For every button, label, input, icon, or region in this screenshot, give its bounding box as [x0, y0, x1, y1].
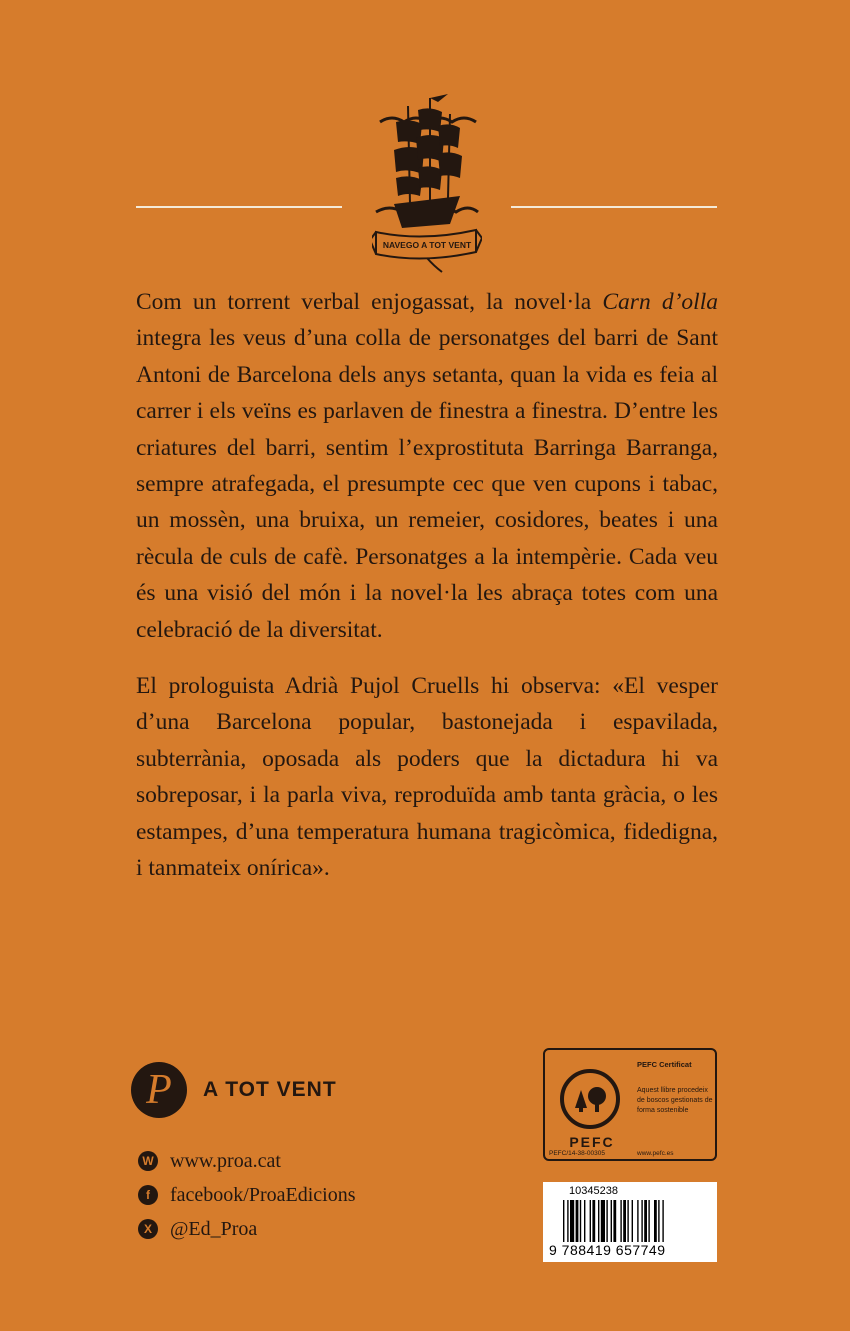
barcode-bar [632, 1200, 633, 1242]
contact-list [138, 1144, 356, 1246]
barcode-bar [662, 1200, 663, 1242]
website-link[interactable]: www.proa.cat [170, 1149, 281, 1172]
ship-emblem-icon [372, 92, 482, 274]
facebook-link[interactable]: facebook/ProaEdicions [170, 1183, 356, 1206]
blurb-paragraph-1: Com un torrent verbal enjogassat, la novel·la Carn d’olla integra les veus d’una colla de personatges del barri de Sant Antoni de Barcelona dels anys setanta, quan la vida es feia al carrer i els veïns es parlaven de finestra a finestra. D’entre les criatures del barri, sentim l’exprostituta Barringa Barranga, sempre atrafegada, el presumpte cec que ven cupons i tabac, un mossèn, una bruixa, un remeier, cosidores, beates i una rècula de culs de cafè. Personatges a la intempèrie. Cada veu és una visió del món i la novel·la les abraça totes com una celebració de la diversitat. [136, 289, 718, 643]
barcode-bar [580, 1200, 581, 1242]
pefc-description: Aquest llibre procedeix de boscos gestionats de forma sostenible [637, 1087, 713, 1114]
pefc-code: PEFC/14-38-00305 [549, 1150, 606, 1157]
pefc-title: PEFC Certificat [637, 1060, 692, 1069]
barcode-reference: 10345238 [569, 1185, 618, 1197]
proa-logo-icon: P [131, 1062, 187, 1118]
book-title: Carn d’olla [602, 289, 718, 315]
barcode-bar [613, 1200, 616, 1242]
barcode-bar [601, 1200, 605, 1242]
emblem-banner-text: NAVEGO A TOT VENT [382, 240, 472, 250]
barcode-bar [648, 1200, 649, 1242]
facebook-icon: f [138, 1185, 158, 1205]
barcode-bar [658, 1200, 659, 1242]
right-divider-line [511, 206, 717, 208]
barcode-bar [620, 1200, 621, 1242]
barcode-bar [623, 1200, 626, 1242]
barcode-bar [611, 1200, 612, 1242]
contact-x[interactable] [138, 1212, 356, 1246]
barcode-bar [637, 1200, 638, 1242]
barcode-bar [606, 1200, 607, 1242]
publisher-brand [131, 1062, 337, 1118]
barcode-bar [563, 1200, 564, 1242]
barcode-bar [641, 1200, 642, 1242]
x-link[interactable]: @Ed_Proa [170, 1217, 258, 1240]
pefc-url: www.pefc.es [637, 1150, 674, 1157]
barcode-bar [576, 1200, 579, 1242]
blurb-paragraph-2: El prologuista Adrià Pujol Cruells hi observa: «El vesper d’una Barcelona popular, bastonejada i espavilada, subterrània, oposada als poders que la dictadura hi va sobreposar, i la parla viva, reproduïda amb tanta gràcia, o les estampes, d’una temperatura humana tragicòmica, fidedigna, i tanmateix onírica». [136, 673, 718, 882]
collection-name: A TOT VENT [203, 1078, 337, 1101]
barcode-bars [563, 1200, 709, 1242]
barcode-bar [592, 1200, 595, 1242]
barcode-bar [654, 1200, 657, 1242]
isbn-barcode [543, 1182, 717, 1262]
barcode-bar [584, 1200, 585, 1242]
barcode-bar [590, 1200, 591, 1242]
left-divider-line [136, 206, 342, 208]
blurb-text [136, 284, 718, 887]
contact-website[interactable] [138, 1144, 356, 1178]
barcode-bar [570, 1200, 574, 1242]
pefc-certificate-box [543, 1048, 717, 1161]
pefc-wordmark: PEFC [569, 1134, 615, 1150]
x-icon: X [138, 1219, 158, 1239]
barcode-bar [627, 1200, 628, 1242]
pefc-tree-icon [559, 1068, 621, 1130]
isbn-digits: 9 788419 657749 [549, 1242, 666, 1258]
barcode-bar [598, 1200, 599, 1242]
contact-facebook[interactable] [138, 1178, 356, 1212]
web-icon: W [138, 1151, 158, 1171]
barcode-bar [644, 1200, 647, 1242]
barcode-bar [567, 1200, 568, 1242]
